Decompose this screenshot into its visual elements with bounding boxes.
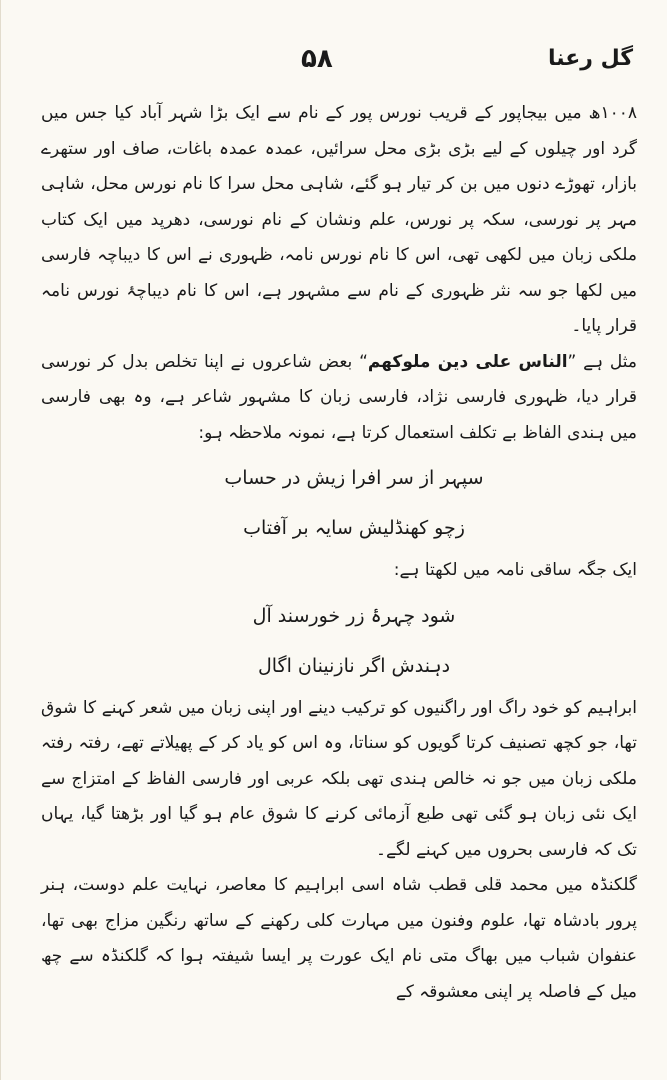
paragraph-2 — [41, 345, 637, 452]
couplet-1 — [41, 453, 637, 553]
couplet-1-line-2: زچو کھنڈلیش سایہ بر آفتاب — [243, 517, 465, 539]
paragraph-2-rest: “ بعض شاعروں نے اپنا تخلص بدل کر نورسی قرار دیا، ظہوری فارسی نژاد، فارسی زبان کا مشہور شاعر ہے، وہ بھی فارسی میں ہندی الفاظ بے تکلف استعمال کرتا ہے، نمونہ ملاحظہ ہو: — [41, 351, 637, 443]
page-header — [1, 40, 667, 80]
running-title: گل رعنا — [547, 46, 633, 71]
paragraph-5: گلکنڈہ میں محمد قلی قطب شاہ اسی ابراہیم کا معاصر، نہایت علم دوست، ہنر پرور بادشاہ تھا، علوم وفنون میں مہارت کلی رکھنے کے ساتھ رنگین مزاج بھی تھا، عنفوان شباب میں بھاگ متی نام ایک عورت پر ایسا شیفتہ ہوا کہ گلکنڈہ سے چھ میل کے فاصلہ پر اپنی معشوقہ کے — [41, 875, 637, 1002]
paragraph-1: ۱۰۰۸ھ میں بیجاپور کے قریب نورس پور کے نام سے ایک بڑا شہر آباد کیا جس میں گرد اور چیلوں کے لیے بڑی بڑی محل سرائیں، عمدہ عمدہ باغات، صاف اور ستھرے بازار، تھوڑے دنوں میں بن کر تیار ہو گئے، شاہی محل سرا کا نام نورس محل، شاہی مہر پر نورسی، سکہ پر نورس، علم ونشان کے نام نورسی، دھرپد میں ایک کتاب ملکی زبان میں لکھی تھی، اس کا نام نورس نامہ، ظہوری نے اس کا دیباچہ فارسی میں لکھا جو سہ نثر ظہوری کے نام سے مشہور ہے، اس کا نام دیباچۂ نورس نامہ قرار پایا۔ — [41, 103, 637, 336]
couplet-2-line-2: دہندش اگر نازنینان اگال — [257, 654, 451, 677]
paragraph-3: ایک جگہ ساقی نامہ میں لکھتا ہے: — [393, 560, 637, 580]
couplet-1-line-1: سپہر از سر افرا زیش در حساب — [224, 467, 484, 489]
paragraph-4: ابراہیم کو خود راگ اور راگنیوں کو ترکیب دینے اور اپنی زبان میں شعر کہنے کا شوق تھا، جو کچھ تصنیف کرتا گویوں کو سناتا، وہ اس کو یاد کر کے پھیلاتے تھے، رفتہ رفتہ ملکی زبان میں جو نہ خالص ہندی تھی بلکہ عربی اور فارسی الفاظ کے امتزاج سے ایک نئی زبان ہو گئی تھی طبع آزمائی کرنے کا شوق عام ہو گیا اور بڑھتا گیا، یہاں تک کہ فارسی بحروں میں کہنے لگے۔ — [41, 697, 637, 860]
couplet-2 — [41, 591, 637, 691]
paragraph-2-lead: مثل ہے ” — [567, 351, 637, 372]
arabic-proverb: الناس علی دین ملوکھم — [367, 351, 568, 372]
couplet-2-line-1: شود چہرۂ زر خورسند آل — [252, 604, 456, 627]
page-body — [41, 96, 637, 1010]
page-number: ۵۸ — [301, 44, 333, 74]
